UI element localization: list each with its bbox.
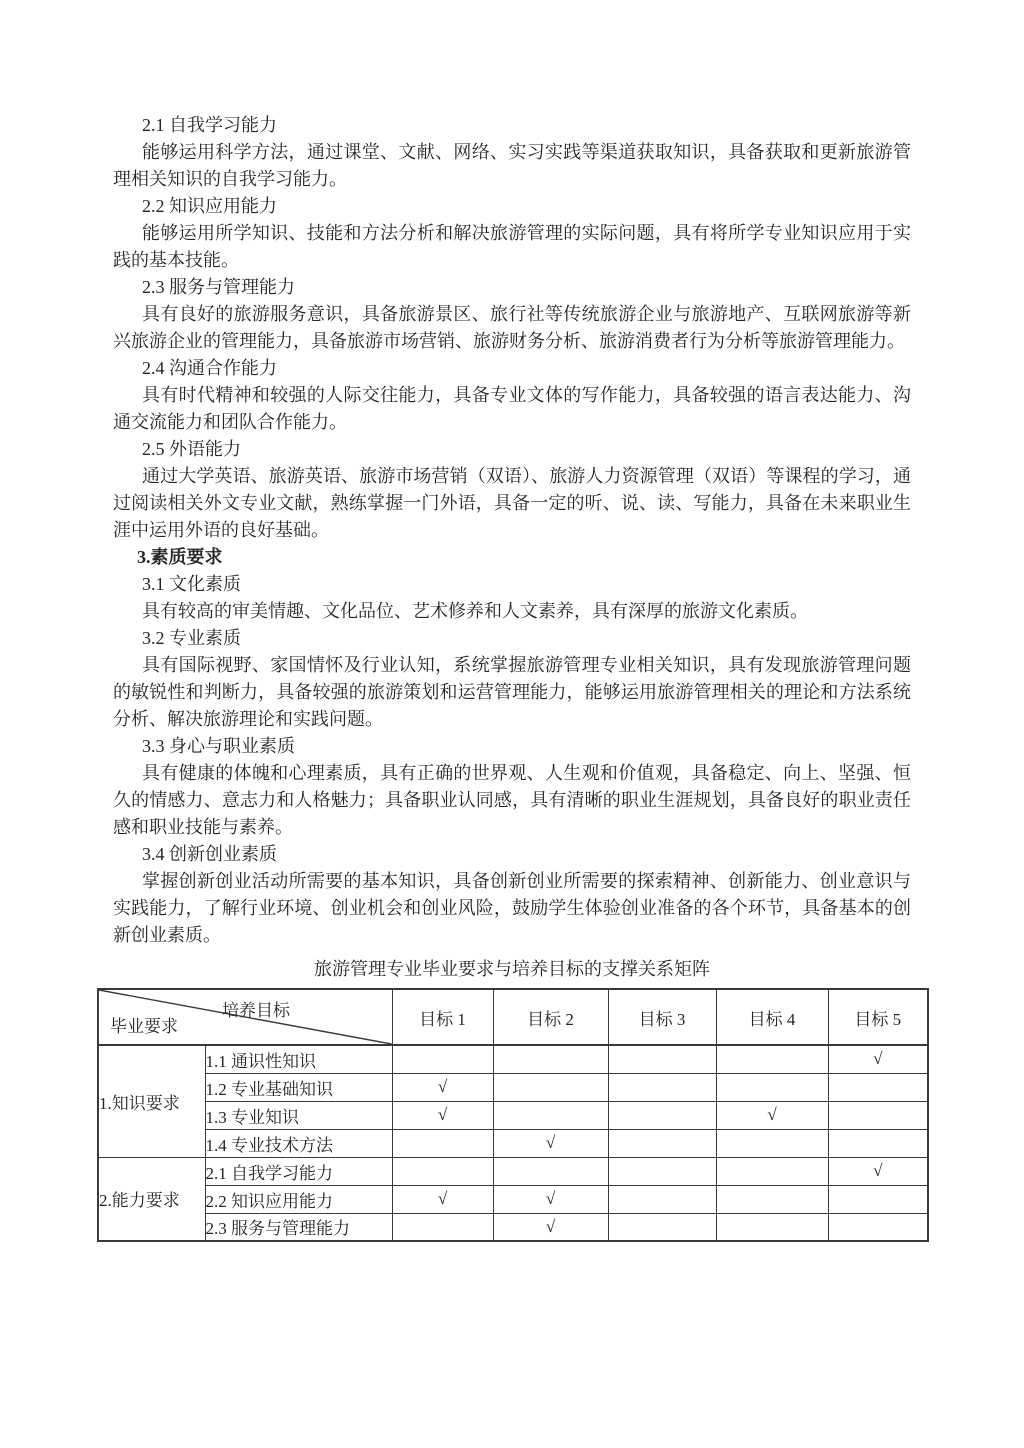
goal-header-cell: 目标 3 [608,989,716,1045]
requirement-label: 1.1 通识性知识 [205,1045,392,1073]
matrix-row [98,1045,928,1073]
section-paragraph: 能够运用所学知识、技能和方法分析和解决旅游管理的实际问题，具有将所学专业知识应用于实践的基本技能。 [113,223,911,270]
mark-cell [716,1213,828,1241]
mark-cell: √ [493,1213,608,1241]
section-2-4 [113,355,911,436]
mark-cell: √ [493,1129,608,1157]
mark-cell [716,1185,828,1213]
mark-cell [828,1129,928,1157]
section-heading: 2.2 知识应用能力 [142,196,277,216]
mark-cell: √ [716,1101,828,1129]
section-paragraph: 具有时代精神和较强的人际交往能力，具备专业文体的写作能力，具备较强的语言表达能力、沟通交流能力和团队合作能力。 [113,385,911,432]
section-paragraph: 能够运用科学方法，通过课堂、文献、网络、实习实践等渠道获取知识，具备获取和更新旅游管理相关知识的自我学习能力。 [113,142,911,189]
matrix-row [98,1073,928,1101]
section-2-3 [113,274,911,355]
section-heading: 3.3 身心与职业素质 [142,736,295,756]
mark-cell: √ [493,1185,608,1213]
corner-label-goals: 培养目标 [222,1001,290,1020]
section-2-1 [113,112,911,193]
section-heading: 3.1 文化素质 [142,574,241,594]
requirement-label: 2.3 服务与管理能力 [205,1213,392,1241]
section-3-3 [113,733,911,841]
section-3 [113,544,911,571]
mark-cell [828,1185,928,1213]
corner-label-requirements: 毕业要求 [110,1017,178,1036]
section-heading: 2.1 自我学习能力 [142,115,277,135]
matrix-header-row [98,989,928,1045]
goal-header-cell: 目标 2 [493,989,608,1045]
mark-cell: √ [392,1101,493,1129]
mark-cell [716,1073,828,1101]
mark-cell: √ [392,1073,493,1101]
mark-cell [716,1045,828,1073]
mark-cell [716,1129,828,1157]
mark-cell [392,1157,493,1185]
requirement-label: 1.4 专业技术方法 [205,1129,392,1157]
matrix-row [98,1157,928,1185]
mark-cell [608,1101,716,1129]
mark-cell [608,1213,716,1241]
section-heading: 3.素质要求 [137,547,223,567]
goal-header-cell: 目标 5 [828,989,928,1045]
section-3-2 [113,625,911,733]
mark-cell [493,1073,608,1101]
row-group-ability: 2.能力要求 [98,1157,205,1241]
mark-cell [828,1213,928,1241]
section-paragraph: 具有健康的体魄和心理素质，具有正确的世界观、人生观和价值观，具备稳定、向上、坚强、恒久的情感力、意志力和人格魅力；具备职业认同感，具有清晰的职业生涯规划，具备良好的职业责任感和职业技能与素养。 [113,763,911,837]
mark-cell [493,1101,608,1129]
section-paragraph: 掌握创新创业活动所需要的基本知识，具备创新创业所需要的探索精神、创新能力、创业意识与实践能力，了解行业环境、创业机会和创业风险，鼓励学生体验创业准备的各个环节，具备基本的创新创业素质。 [113,871,911,945]
support-matrix-table [97,988,929,1242]
mark-cell: √ [392,1185,493,1213]
matrix-corner-cell [98,989,392,1045]
requirement-label: 2.1 自我学习能力 [205,1157,392,1185]
matrix-row [98,1129,928,1157]
mark-cell [493,1157,608,1185]
section-paragraph: 具有国际视野、家国情怀及行业认知，系统掌握旅游管理专业相关知识，具有发现旅游管理问题的敏锐性和判断力，具备较强的旅游策划和运营管理能力，能够运用旅游管理相关的理论和方法系统分析、解决旅游理论和实践问题。 [113,655,911,729]
mark-cell [392,1129,493,1157]
section-heading: 2.4 沟通合作能力 [142,358,277,378]
mark-cell [392,1045,493,1073]
mark-cell [392,1213,493,1241]
section-paragraph: 通过大学英语、旅游英语、旅游市场营销（双语）、旅游人力资源管理（双语）等课程的学习，通过阅读相关外文专业文献，熟练掌握一门外语，具备一定的听、说、读、写能力，具备在未来职业生涯中运用外语的良好基础。 [113,466,911,540]
section-paragraph: 具有良好的旅游服务意识，具备旅游景区、旅行社等传统旅游企业与旅游地产、互联网旅游等新兴旅游企业的管理能力，具备旅游市场营销、旅游财务分析、旅游消费者行为分析等旅游管理能力。 [113,304,911,351]
row-group-knowledge: 1.知识要求 [98,1045,205,1157]
mark-cell [608,1185,716,1213]
section-paragraph: 具有较高的审美情趣、文化品位、艺术修养和人文素养，具有深厚的旅游文化素质。 [142,601,808,621]
mark-cell [828,1073,928,1101]
goal-header-cell: 目标 1 [392,989,493,1045]
matrix-table-title: 旅游管理专业毕业要求与培养目标的支撑关系矩阵 [314,959,710,979]
mark-cell [608,1129,716,1157]
section-heading: 3.4 创新创业素质 [142,844,277,864]
section-heading: 2.3 服务与管理能力 [142,277,295,297]
section-3-4 [113,841,911,949]
matrix-row [98,1213,928,1241]
section-3-1 [113,571,911,625]
mark-cell [828,1101,928,1129]
mark-cell: √ [828,1045,928,1073]
matrix-row [98,1101,928,1129]
mark-cell [608,1157,716,1185]
mark-cell [493,1045,608,1073]
requirement-label: 1.2 专业基础知识 [205,1073,392,1101]
section-heading: 2.5 外语能力 [142,439,241,459]
goal-header-cell: 目标 4 [716,989,828,1045]
mark-cell [608,1045,716,1073]
section-2-2 [113,193,911,274]
section-heading: 3.2 专业素质 [142,628,241,648]
requirement-label: 2.2 知识应用能力 [205,1185,392,1213]
mark-cell: √ [828,1157,928,1185]
mark-cell [608,1073,716,1101]
mark-cell [716,1157,828,1185]
section-2-5 [113,436,911,544]
requirement-label: 1.3 专业知识 [205,1101,392,1129]
matrix-row [98,1185,928,1213]
